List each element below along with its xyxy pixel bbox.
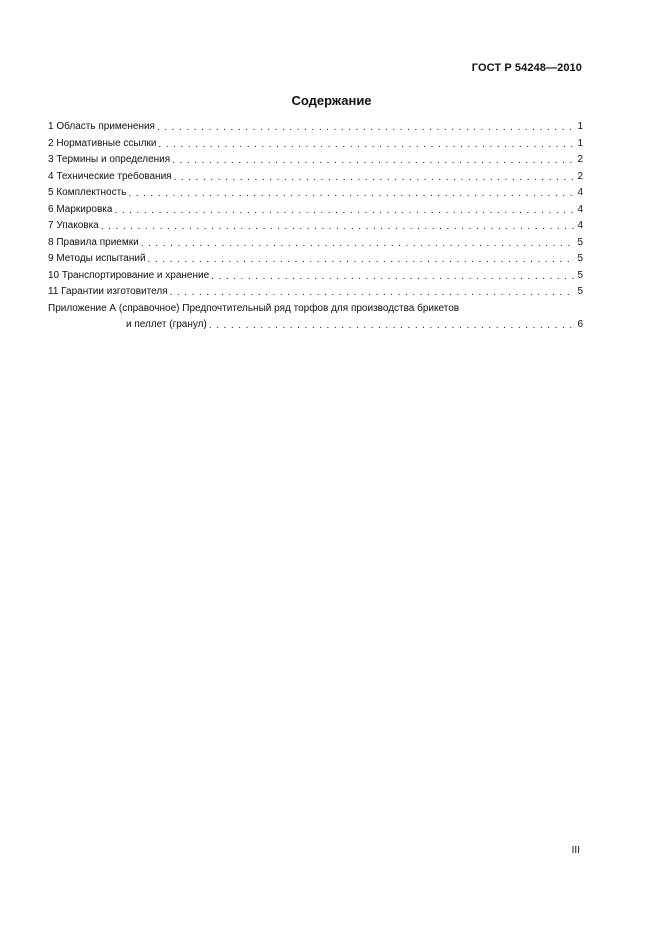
toc-appendix-entry[interactable] [48, 301, 583, 334]
toc-entry-page: 5 [577, 269, 583, 281]
toc-entry-label: 10 Транспортирование и хранение [48, 269, 210, 281]
dot-leader [172, 153, 574, 165]
toc-entry-label: 9 Методы испытаний [48, 253, 146, 264]
toc-entry-label: 2 Нормативные ссылки [48, 137, 157, 149]
toc-entry[interactable] [48, 119, 583, 136]
toc-title: Содержание [291, 93, 372, 108]
dot-leader [174, 170, 574, 182]
dot-leader [170, 285, 574, 297]
dot-leader [101, 219, 574, 231]
dot-leader [157, 120, 574, 132]
toc-entry-label: 5 Комплектность [48, 187, 127, 198]
toc-entry[interactable] [48, 169, 583, 186]
toc-entry-label: 4 Технические требования [48, 170, 172, 182]
page-number: III [571, 845, 580, 856]
toc-entry-page: 2 [577, 170, 583, 182]
toc-entry-page: 6 [577, 318, 583, 330]
dot-leader [158, 137, 574, 149]
toc-entry-label: 3 Термины и определения [48, 154, 171, 165]
toc-entry-label: 11 Гарантии изготовителя [48, 286, 168, 297]
toc-entry-label: 6 Маркировка [48, 203, 113, 215]
toc-entry-label: 7 Упаковка [48, 220, 99, 231]
toc-entry[interactable] [48, 202, 583, 219]
toc-entry[interactable] [48, 235, 583, 252]
toc-entry-label: 1 Область применения [48, 121, 155, 132]
toc-entry-page: 1 [577, 137, 583, 149]
toc-entry[interactable] [48, 136, 583, 153]
appendix-title-line1: Приложение А (справочное) Предпочтительный ряд торфов для производства брикетов [48, 302, 460, 314]
toc-entry[interactable] [48, 152, 583, 169]
toc-entry-page: 5 [577, 286, 583, 297]
toc-entry-page: 5 [577, 236, 583, 248]
dot-leader [128, 186, 574, 198]
toc-entry-page: 2 [577, 154, 583, 165]
toc-entry[interactable] [48, 251, 583, 268]
toc-entry[interactable] [48, 218, 583, 235]
toc-entry-label: 8 Правила приемки [48, 236, 139, 248]
toc-entry-page: 4 [577, 187, 583, 198]
toc-entry-page: 5 [577, 253, 583, 264]
toc-entry[interactable] [48, 284, 583, 301]
dot-leader [114, 203, 574, 215]
toc-entry[interactable] [48, 185, 583, 202]
toc-entry-page: 1 [577, 121, 583, 132]
dot-leader [141, 236, 574, 248]
toc-entry[interactable] [48, 268, 583, 285]
table-of-contents [48, 119, 583, 333]
document-code: ГОСТ Р 54248—2010 [471, 62, 582, 74]
dot-leader [148, 252, 574, 264]
appendix-title-line2: и пеллет (гранул) [126, 318, 207, 330]
dot-leader [211, 269, 574, 281]
toc-entry-page: 4 [577, 203, 583, 215]
dot-leader [209, 318, 574, 330]
toc-entry-page: 4 [577, 220, 583, 231]
